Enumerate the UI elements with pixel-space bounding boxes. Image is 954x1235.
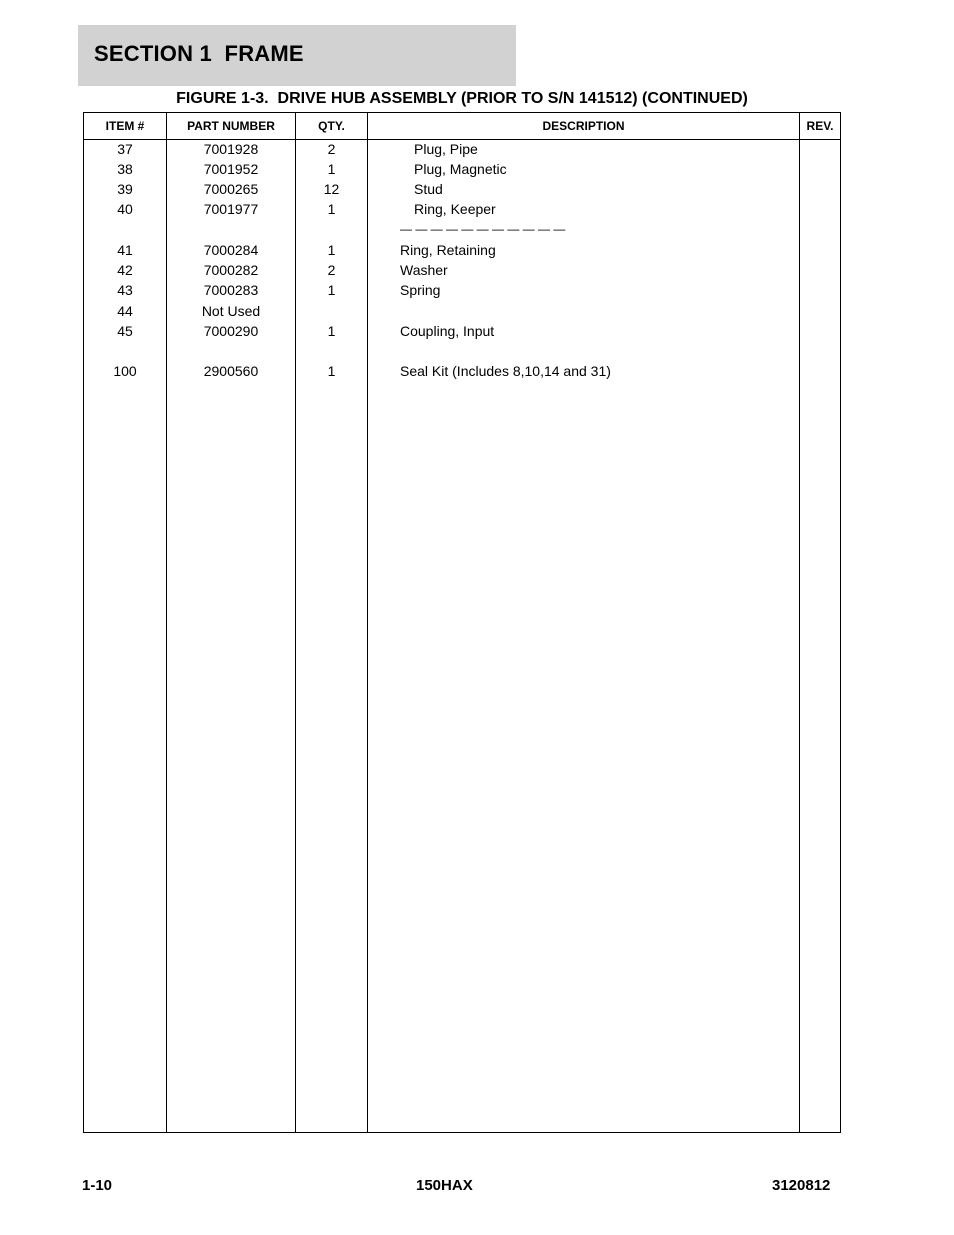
description-cell: Washer [400,262,448,278]
page-number: 1-10 [82,1177,113,1194]
section-header [78,25,516,86]
qty-cell: 2 [327,141,336,157]
header-rev: REV. [806,119,834,133]
description-cell: Stud [414,181,443,197]
document-number: 3120812 [772,1177,831,1194]
table-row [84,280,840,300]
qty-cell: 1 [327,161,336,177]
item-cell: 39 [117,181,133,197]
item-cell: 40 [117,201,133,217]
item-cell: 100 [113,363,137,379]
table-row [84,301,840,321]
qty-cell: 2 [327,262,336,278]
qty-cell: 1 [327,282,336,298]
qty-cell: 12 [323,181,340,197]
header-qty: QTY. [318,119,345,133]
part-number-cell: 7000283 [203,282,259,298]
description-cell: Coupling, Input [400,323,495,339]
qty-cell: 1 [327,242,336,258]
item-cell: 43 [117,282,133,298]
qty-cell: 1 [327,201,336,217]
dash-separator: — — — — — — — — — — — [400,222,566,236]
qty-cell: 1 [327,363,336,379]
part-number-cell: 7001977 [203,201,259,217]
description-cell: Seal Kit (Includes 8,10,14 and 31) [400,363,611,379]
part-number-cell: 7000282 [203,262,259,278]
table-row [84,139,840,159]
header-item: ITEM # [105,119,145,133]
description-cell: Plug, Magnetic [414,161,507,177]
part-number-cell: Not Used [201,303,261,319]
item-cell: 37 [117,141,133,157]
description-cell: Spring [400,282,441,298]
part-number-cell: 7001928 [203,141,259,157]
item-cell: 41 [117,242,133,258]
part-number-cell: 7000265 [203,181,259,197]
section-title: SECTION 1 FRAME [94,41,304,66]
table-row [84,179,840,199]
description-cell: Plug, Pipe [414,141,478,157]
item-cell: 42 [117,262,133,278]
parts-table [83,112,841,1133]
header-part-number: PART NUMBER [187,119,275,133]
table-row [84,159,840,179]
model-name: 150HAX [416,1177,473,1194]
table-row [84,260,840,280]
table-row [84,361,840,381]
header-description: DESCRIPTION [542,119,625,133]
table-row [84,199,840,219]
description-cell: Ring, Retaining [400,242,496,258]
table-row-separator [84,219,840,239]
part-number-cell: 7000290 [203,323,259,339]
figure-title: FIGURE 1-3. DRIVE HUB ASSEMBLY (PRIOR TO S/N 141512) (CONTINUED) [176,90,748,107]
part-number-cell: 7000284 [203,242,259,258]
description-cell: Ring, Keeper [414,201,496,217]
part-number-cell: 2900560 [203,363,259,379]
part-number-cell: 7001952 [203,161,259,177]
item-cell: 44 [117,303,133,319]
table-row [84,240,840,260]
qty-cell: 1 [327,323,336,339]
item-cell: 38 [117,161,133,177]
item-cell: 45 [117,323,133,339]
table-row [84,321,840,341]
